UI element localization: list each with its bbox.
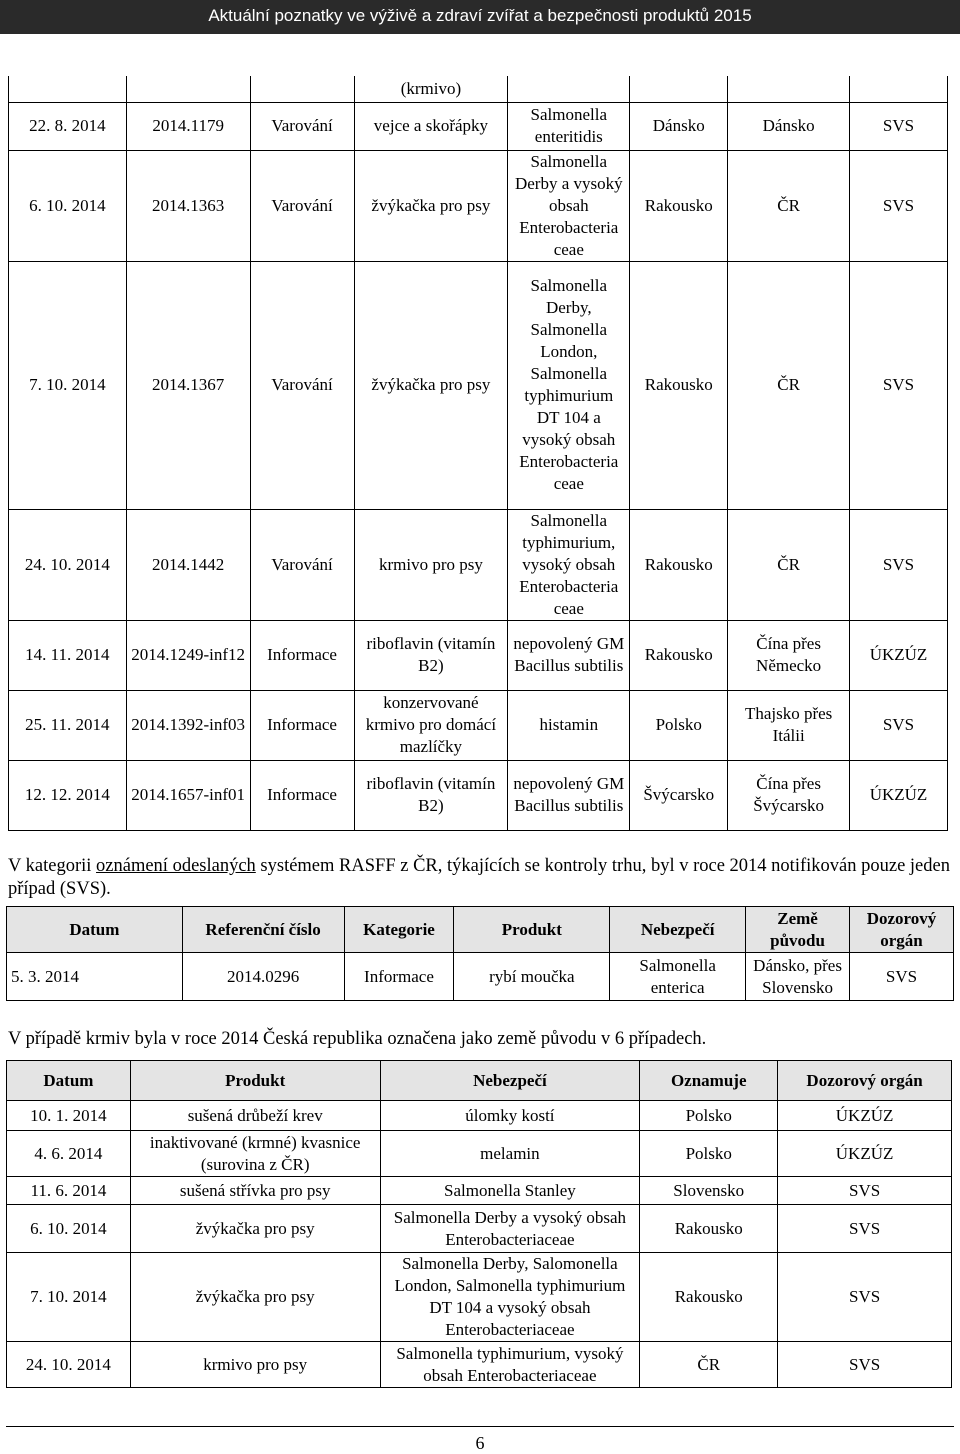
cell-date: 7. 10. 2014	[9, 261, 127, 509]
cell-origin: Thajsko přes Itálii	[728, 690, 850, 760]
cell-notifying: Rakousko	[630, 261, 728, 509]
cell-authority: SVS	[778, 1205, 952, 1253]
table-row	[9, 150, 948, 261]
cell-origin: Dánsko	[728, 102, 850, 150]
cell-hazard: Salmonella Derby a vysoký obsah Enterobacteriaceae	[380, 1205, 640, 1253]
cell-product: konzervované krmivo pro domácí mazlíčky	[354, 690, 508, 760]
cell-category: Informace	[250, 620, 354, 690]
cell-hazard: Salmonella Derby, Salomonella London, Salmonella typhimurium DT 104 a vysoký obsah Enterobacteriaceae	[380, 1253, 640, 1342]
cell-date: 25. 11. 2014	[9, 690, 127, 760]
cell-authority: SVS	[850, 690, 948, 760]
table-header-row	[7, 907, 954, 953]
cell-category: Informace	[250, 760, 354, 830]
cell-date: 10. 1. 2014	[7, 1101, 131, 1131]
cell-category: Informace	[250, 690, 354, 760]
cell-product: inaktivované (krmné) kvasnice (surovina z ČR)	[130, 1131, 380, 1177]
paragraph-czech-origin: V případě krmiv byla v roce 2014 Česká republika označena jako země původu v 6 případech.	[8, 1029, 707, 1049]
cell-hazard: Salmonella typhimurium, vysoký obsah Enterobacteria ceae	[508, 509, 630, 620]
column-header: Referenční číslo	[182, 907, 344, 953]
cell-notifying: Polsko	[640, 1101, 778, 1131]
cell-authority: ÚKZÚZ	[778, 1101, 952, 1131]
paragraph-text: systémem RASFF z ČR, týkajících se kontroly trhu, byl v roce 2014 notifikován pouze jeden případ (SVS).	[8, 856, 950, 899]
cell-ref: 2014.1179	[126, 102, 250, 150]
table-row	[7, 1101, 952, 1131]
cell-product: krmivo pro psy	[130, 1342, 380, 1388]
cell-product: riboflavin (vitamín B2)	[354, 620, 508, 690]
running-header	[0, 0, 960, 32]
cell-date: 6. 10. 2014	[7, 1205, 131, 1253]
cell-authority: ÚKZÚZ	[850, 620, 948, 690]
cell-ref: 2014.1392-inf03	[126, 690, 250, 760]
paragraph-underlined-text: oznámení odeslaných	[96, 856, 256, 876]
table-row	[9, 102, 948, 150]
table-row	[9, 509, 948, 620]
cell-product: riboflavin (vitamín B2)	[354, 760, 508, 830]
cell-product: žvýkačka pro psy	[130, 1205, 380, 1253]
column-header: Datum	[7, 1061, 131, 1101]
cell-notifying: Slovensko	[640, 1177, 778, 1205]
header-rule	[0, 32, 960, 34]
cell-notifying: Polsko	[640, 1131, 778, 1177]
cell-product: sušená střívka pro psy	[130, 1177, 380, 1205]
table-row	[9, 76, 948, 102]
cell-authority: SVS	[850, 102, 948, 150]
page-number: 6	[475, 1433, 485, 1453]
column-header: Dozorový orgán	[850, 907, 954, 953]
cell-hazard: úlomky kostí	[380, 1101, 640, 1131]
cell-notifying: Rakousko	[630, 509, 728, 620]
cell-category: Varování	[250, 102, 354, 150]
footer-rule	[6, 1426, 954, 1427]
cell-notifying: Rakousko	[640, 1205, 778, 1253]
cell-origin: ČR	[728, 150, 850, 261]
column-header: Kategorie	[344, 907, 454, 953]
cell-notifying: Dánsko	[630, 102, 728, 150]
cell-authority: SVS	[778, 1342, 952, 1388]
table-row	[7, 1131, 952, 1177]
rasff-notifications-table	[8, 76, 948, 831]
table-header-row	[7, 1061, 952, 1101]
cell-origin: ČR	[728, 261, 850, 509]
cell-ref: 2014.1367	[126, 261, 250, 509]
cell-notifying: Rakousko	[640, 1253, 778, 1342]
cell-ref: 2014.1657-inf01	[126, 760, 250, 830]
column-header: Nebezpečí	[380, 1061, 640, 1101]
cell-product: žvýkačka pro psy	[130, 1253, 380, 1342]
cell-origin: ČR	[728, 509, 850, 620]
cell-product: rybí moučka	[454, 953, 610, 1001]
cell-hazard: Salmonella Derby a vysoký obsah Enterobacteria ceae	[508, 150, 630, 261]
cell-category: Informace	[344, 953, 454, 1001]
cell-hazard: Salmonella typhimurium, vysoký obsah Enterobacteriaceae	[380, 1342, 640, 1388]
cell-product: vejce a skořápky	[354, 102, 508, 150]
cell-authority: SVS	[850, 150, 948, 261]
cell-hazard: melamin	[380, 1131, 640, 1177]
cell-date: 4. 6. 2014	[7, 1131, 131, 1177]
cell-hazard: nepovolený GM Bacillus subtilis	[508, 620, 630, 690]
paragraph-sent-notifications	[8, 855, 953, 901]
column-header: Produkt	[130, 1061, 380, 1101]
cell-date: 6. 10. 2014	[9, 150, 127, 261]
cell-origin: Čína přes Švýcarsko	[728, 760, 850, 830]
cell-notifying: Polsko	[630, 690, 728, 760]
cell-category: Varování	[250, 150, 354, 261]
cell-product: krmivo pro psy	[354, 509, 508, 620]
cell-date: 24. 10. 2014	[9, 509, 127, 620]
cell-authority: SVS	[778, 1177, 952, 1205]
cell-hazard: Salmonella enteritidis	[508, 102, 630, 150]
cell-date: 11. 6. 2014	[7, 1177, 131, 1205]
cell-ref: 2014.1363	[126, 150, 250, 261]
sent-notifications-table	[6, 906, 954, 1001]
product-fragment: (krmivo)	[354, 76, 508, 102]
cell-hazard: Salmonella Derby, Salmonella London, Salmonella typhimurium DT 104 a vysoký obsah Enterobacteria ceae	[508, 261, 630, 509]
cell-product: žvýkačka pro psy	[354, 150, 508, 261]
paragraph-text: V kategorii	[8, 856, 97, 876]
cell-hazard: nepovolený GM Bacillus subtilis	[508, 760, 630, 830]
running-header-title: Aktuální poznatky ve výživě a zdraví zvířat a bezpečnosti produktů 2015	[208, 6, 752, 25]
table-row	[9, 620, 948, 690]
cell-date: 22. 8. 2014	[9, 102, 127, 150]
cell-hazard: Salmonella Stanley	[380, 1177, 640, 1205]
cell-date: 5. 3. 2014	[7, 953, 183, 1001]
cell-authority: SVS	[850, 509, 948, 620]
table-row	[7, 1253, 952, 1342]
cell-ref: 2014.1249-inf12	[126, 620, 250, 690]
table-row	[7, 1205, 952, 1253]
cell-authority: ÚKZÚZ	[850, 760, 948, 830]
cell-hazard: Salmonella enterica	[610, 953, 746, 1001]
cell-notifying: Rakousko	[630, 150, 728, 261]
cell-category: Varování	[250, 261, 354, 509]
cell-notifying: Rakousko	[630, 620, 728, 690]
cell-date: 24. 10. 2014	[7, 1342, 131, 1388]
table-row	[7, 1342, 952, 1388]
column-header: Oznamuje	[640, 1061, 778, 1101]
cell-notifying: ČR	[640, 1342, 778, 1388]
cell-ref: 2014.1442	[126, 509, 250, 620]
cell-authority: ÚKZÚZ	[778, 1131, 952, 1177]
table-row	[7, 1177, 952, 1205]
column-header: Dozorový orgán	[778, 1061, 952, 1101]
cell-authority: SVS	[850, 953, 954, 1001]
table-row	[7, 953, 954, 1001]
cell-product: sušená drůbeží krev	[130, 1101, 380, 1131]
cell-date: 7. 10. 2014	[7, 1253, 131, 1342]
cell-date: 12. 12. 2014	[9, 760, 127, 830]
cell-hazard: histamin	[508, 690, 630, 760]
column-header: Nebezpečí	[610, 907, 746, 953]
czech-origin-feeds-table	[6, 1060, 952, 1388]
cell-authority: SVS	[778, 1253, 952, 1342]
column-header: Země původu	[746, 907, 850, 953]
cell-origin: Dánsko, přes Slovensko	[746, 953, 850, 1001]
table-row	[9, 760, 948, 830]
cell-category: Varování	[250, 509, 354, 620]
table-row	[9, 690, 948, 760]
cell-notifying: Švýcarsko	[630, 760, 728, 830]
cell-date: 14. 11. 2014	[9, 620, 127, 690]
cell-ref: 2014.0296	[182, 953, 344, 1001]
column-header: Datum	[7, 907, 183, 953]
cell-authority: SVS	[850, 261, 948, 509]
cell-origin: Čína přes Německo	[728, 620, 850, 690]
table-row	[9, 261, 948, 509]
column-header: Produkt	[454, 907, 610, 953]
cell-product: žvýkačka pro psy	[354, 261, 508, 509]
